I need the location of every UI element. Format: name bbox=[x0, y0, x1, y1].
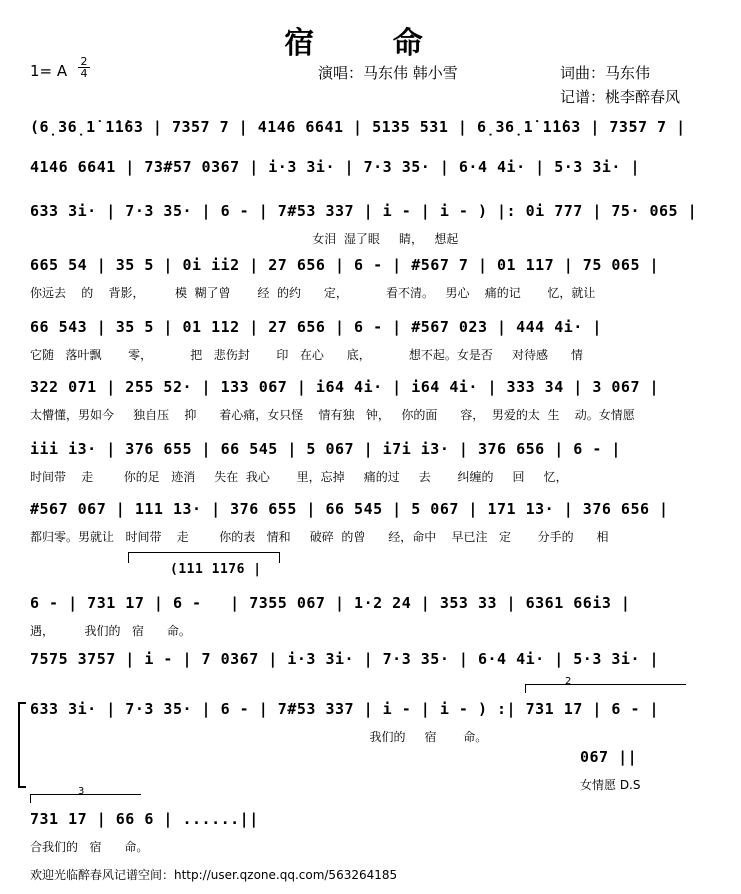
score-row bbox=[30, 312, 720, 370]
transcriber: 记谱：桃李醉春风 bbox=[560, 88, 681, 106]
score-row bbox=[30, 434, 720, 492]
score-row bbox=[30, 494, 720, 552]
score-row bbox=[30, 588, 720, 646]
lyric-line: 女泪 湿了眼 睛， 想起 bbox=[30, 232, 459, 246]
footer-text: 欢迎光临醉春风记谱空间：http://user.qzone.qq.com/563264185 bbox=[30, 868, 398, 882]
score-row bbox=[30, 196, 720, 254]
system-brace bbox=[18, 702, 26, 788]
notation: 633 3i· | 7·3 35· | 6 - | 7#53 337 | i - | i - ) :| 731 17 | 6 - | bbox=[30, 700, 660, 718]
notation: (6̣36̣1̇ 1̇1̇63 | 7357 7 | 4146 6641 | 5135 531 | 6̣36̣1̇ 1̇1̇63 | 7357 7 | bbox=[30, 118, 686, 136]
lyric-line: 都归零。男就让 时间带 走 你的表 情和 破碎 的曾 经，命中 早已注 定 分手的 相 bbox=[30, 530, 609, 544]
lyric-line: 我们的 宿 命。 bbox=[30, 730, 488, 744]
lyric-line: 女情愿 D.S bbox=[580, 778, 641, 792]
small-staff-line: (111 1176 | bbox=[170, 562, 262, 577]
lyric-line: 你远去 的 背影， 模 糊了曾 经 的约 定， 看不清。 男心 痛的记 忆，就让 bbox=[30, 286, 596, 300]
score-row bbox=[30, 372, 720, 430]
singers: 演唱：马东伟 韩小雪 bbox=[318, 64, 458, 82]
key-signature: 1= A bbox=[30, 62, 68, 80]
lyric-line: 太懵懂，男如今 独自压 抑 着心痛，女只怪 情有独 钟， 你的面 容， 男爱的太 生 动。女情愿 bbox=[30, 408, 635, 422]
score-row bbox=[30, 804, 720, 862]
notation: 322 071 | 255 52· | 133 067 | i64 4i· | i64 4i· | 333 34 | 3 067 | bbox=[30, 378, 660, 396]
score-row bbox=[580, 742, 720, 800]
notation: 4146 6641 | 73#57 0367 | i·3 3i· | 7·3 35· | 6·4 4i· | 5·3 3i· | bbox=[30, 158, 640, 176]
notation: 6 - | 731 17 | 6 - | 7355 067 | 1·2 24 | 353 33 | 6361 66i3 | bbox=[30, 594, 631, 612]
notation: 66 543 | 35 5 | 01 112 | 27 656 | 6 - | #567 023 | 444 4i· | bbox=[30, 318, 602, 336]
notation: #567 067 | 111 13· | 376 655 | 66 545 | 5 067 | 171 13· | 376 656 | bbox=[30, 500, 669, 518]
notation: 7575 3757 | i - | 7 0367 | i·3 3i· | 7·3 35· | 6·4 4i· | 5·3 3i· | bbox=[30, 650, 660, 668]
time-top: 2 bbox=[80, 55, 88, 68]
lyric-line: 时间带 走 你的足 迹消 失在 我心 里，忘掉 痛的过 去 纠缠的 回 忆， bbox=[30, 470, 568, 484]
score-row bbox=[30, 250, 720, 308]
volta-number: 3 bbox=[78, 786, 85, 797]
volta-number: 2 bbox=[565, 676, 572, 687]
time-bottom: 4 bbox=[80, 67, 88, 80]
notation: 665 54 | 35 5 | 0i ii2 | 27 656 | 6 - | #567 7 | 01 117 | 75 065 | bbox=[30, 256, 660, 274]
volta-bracket bbox=[30, 794, 141, 803]
volta-bracket bbox=[525, 684, 686, 693]
lyric-line: 合我们的 宿 命。 bbox=[30, 840, 149, 854]
lyric-line: 它随 落叶飘 零， 把 悲伤封 印 在心 底， 想不起。女是否 对待感 情 bbox=[30, 348, 583, 362]
notation: 731 17 | 66 6 | ......|| bbox=[30, 810, 259, 828]
time-signature bbox=[78, 56, 90, 79]
lyric-line: 遇， 我们的 宿 命。 bbox=[30, 624, 191, 638]
notation: 067 || bbox=[580, 748, 638, 766]
page-title: 宿 命 bbox=[284, 26, 457, 61]
notation: iii i3· | 376 655 | 66 545 | 5 067 | i7i i3· | 376 656 | 6 - | bbox=[30, 440, 621, 458]
composer: 词曲：马东伟 bbox=[560, 64, 651, 82]
notation: 633 3i· | 7·3 35· | 6 - | 7#53 337 | i - | i - ) |: 0i 777 | 75· 065 | bbox=[30, 202, 698, 220]
